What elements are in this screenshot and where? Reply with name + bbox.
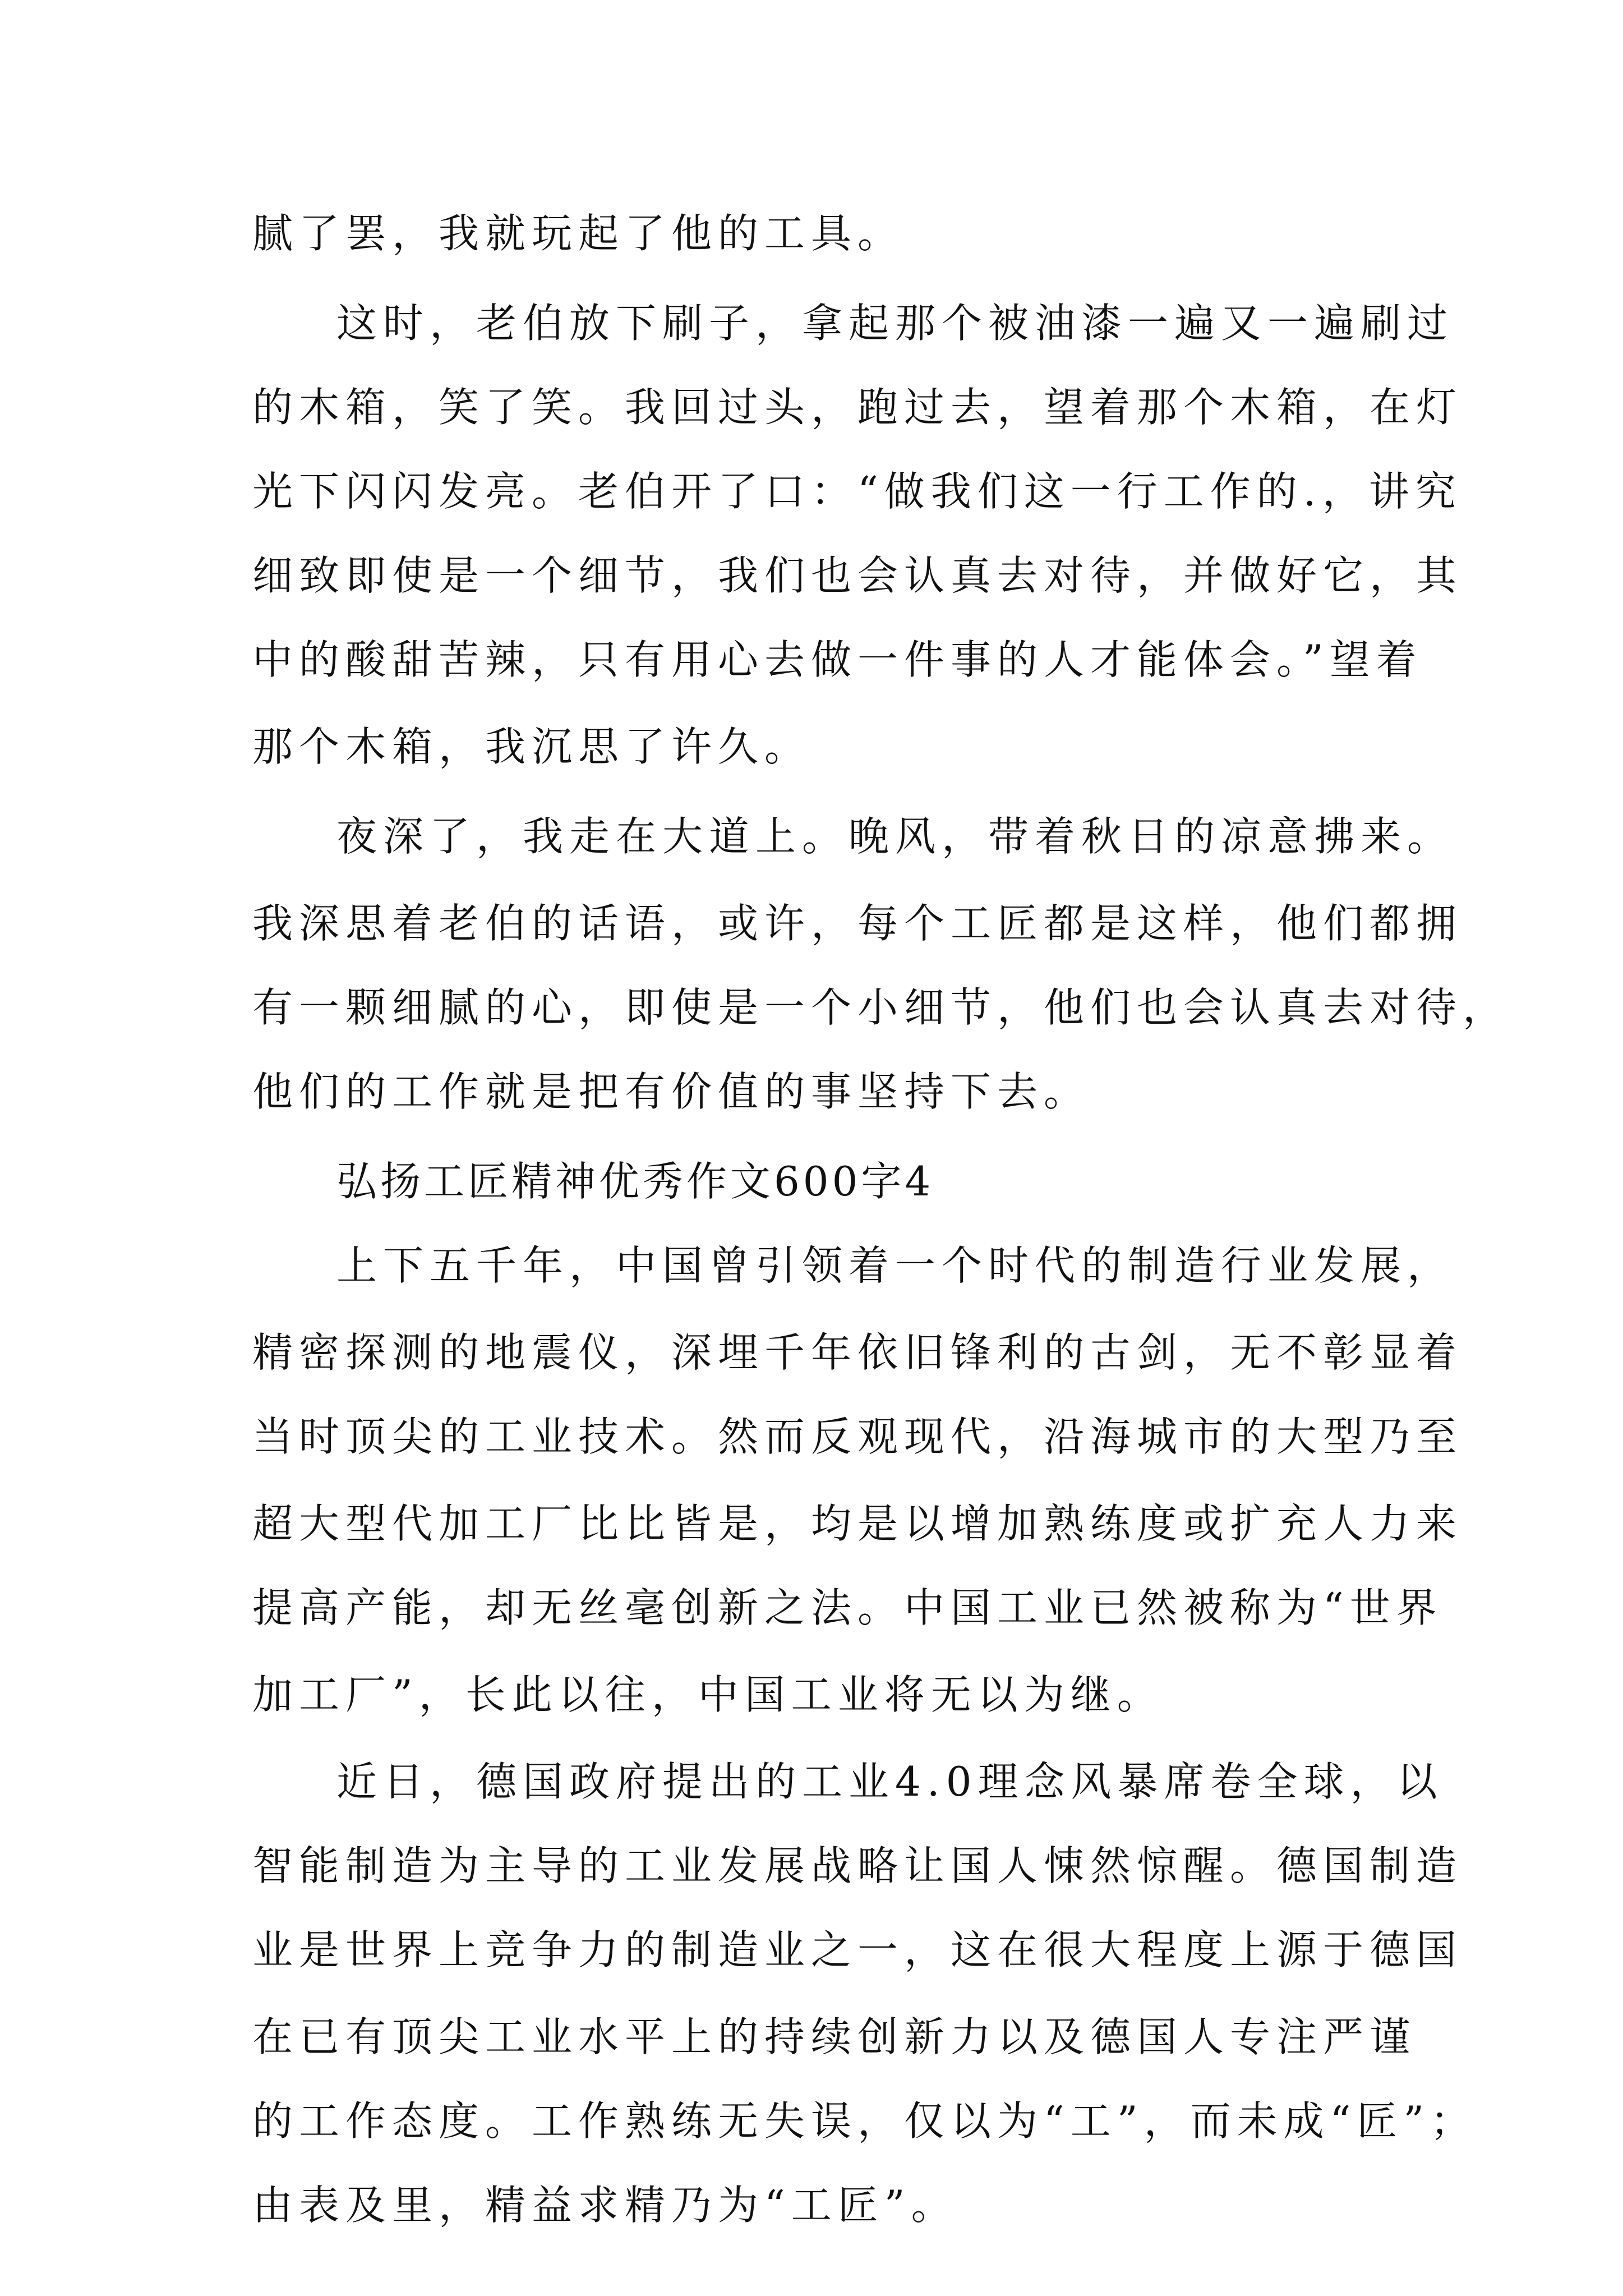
text-line: 他们的工作就是把有价值的事坚持下去。 xyxy=(252,1068,1091,1115)
text-line: 细致即使是一个细节，我们也会认真去对待，并做好它，其 xyxy=(252,552,1463,599)
text-line: 腻了罢，我就玩起了他的工具。 xyxy=(252,210,905,257)
text-line: 精密探测的地震仪，深埋千年依旧锋利的古剑，无不彰显着 xyxy=(252,1329,1463,1376)
paragraph-start-line: 上下五千年，中国曾引领着一个时代的制造行业发展， xyxy=(336,1242,1454,1289)
text-line: 我深思着老伯的话语，或许，每个工匠都是这样，他们都拥 xyxy=(252,900,1463,947)
text-line: 提高产能，却无丝毫创新之法。中国工业已然被称为“世界 xyxy=(252,1584,1443,1631)
paragraph-start-line: 近日，德国政府提出的工业4.0理念风暴席卷全球，以 xyxy=(336,1758,1444,1805)
text-line: 那个木箱，我沉思了许久。 xyxy=(252,723,811,770)
text-line: 业是世界上竞争力的制造业之一，这在很大程度上源于德国 xyxy=(252,1926,1463,1973)
text-line: 由表及里，精益求精乃为“工匠”。 xyxy=(252,2182,958,2229)
text-line: 的工作态度。工作熟练无失误，仅以为“工”，而未成“匠”； xyxy=(252,2097,1477,2145)
text-line: 在已有顶尖工业水平上的持续创新力以及德国人专注严谨 xyxy=(252,2013,1417,2060)
text-line: 超大型代加工厂比比皆是，均是以增加熟练度或扩充人力来 xyxy=(252,1500,1463,1547)
text-line: 中的酸甜苦辣，只有用心去做一件事的人才能体会。”望着 xyxy=(252,636,1423,683)
text-line: 加工厂”，长此以往，中国工业将无以为继。 xyxy=(252,1671,1164,1718)
paragraph-start-line: 夜深了，我走在大道上。晚风，带着秋日的凉意拂来。 xyxy=(336,813,1454,860)
text-line: 当时顶尖的工业技术。然而反观现代，沿海城市的大型乃至 xyxy=(252,1413,1463,1460)
paragraph-start-line: 这时，老伯放下刷子，拿起那个被油漆一遍又一遍刷过 xyxy=(336,300,1454,347)
text-line: 的木箱，笑了笑。我回过头，跑过去，望着那个木箱，在灯 xyxy=(252,384,1463,431)
text-line: 有一颗细腻的心，即使是一个小细节，他们也会认真去对待， xyxy=(252,984,1510,1031)
section-title: 弘扬工匠精神优秀作文600字4 xyxy=(336,1158,934,1205)
text-line: 智能制造为主导的工业发展战略让国人悚然惊醒。德国制造 xyxy=(252,1842,1463,1889)
text-line: 光下闪闪发亮。老伯开了口：“做我们这一行工作的.，讲究 xyxy=(252,468,1462,515)
